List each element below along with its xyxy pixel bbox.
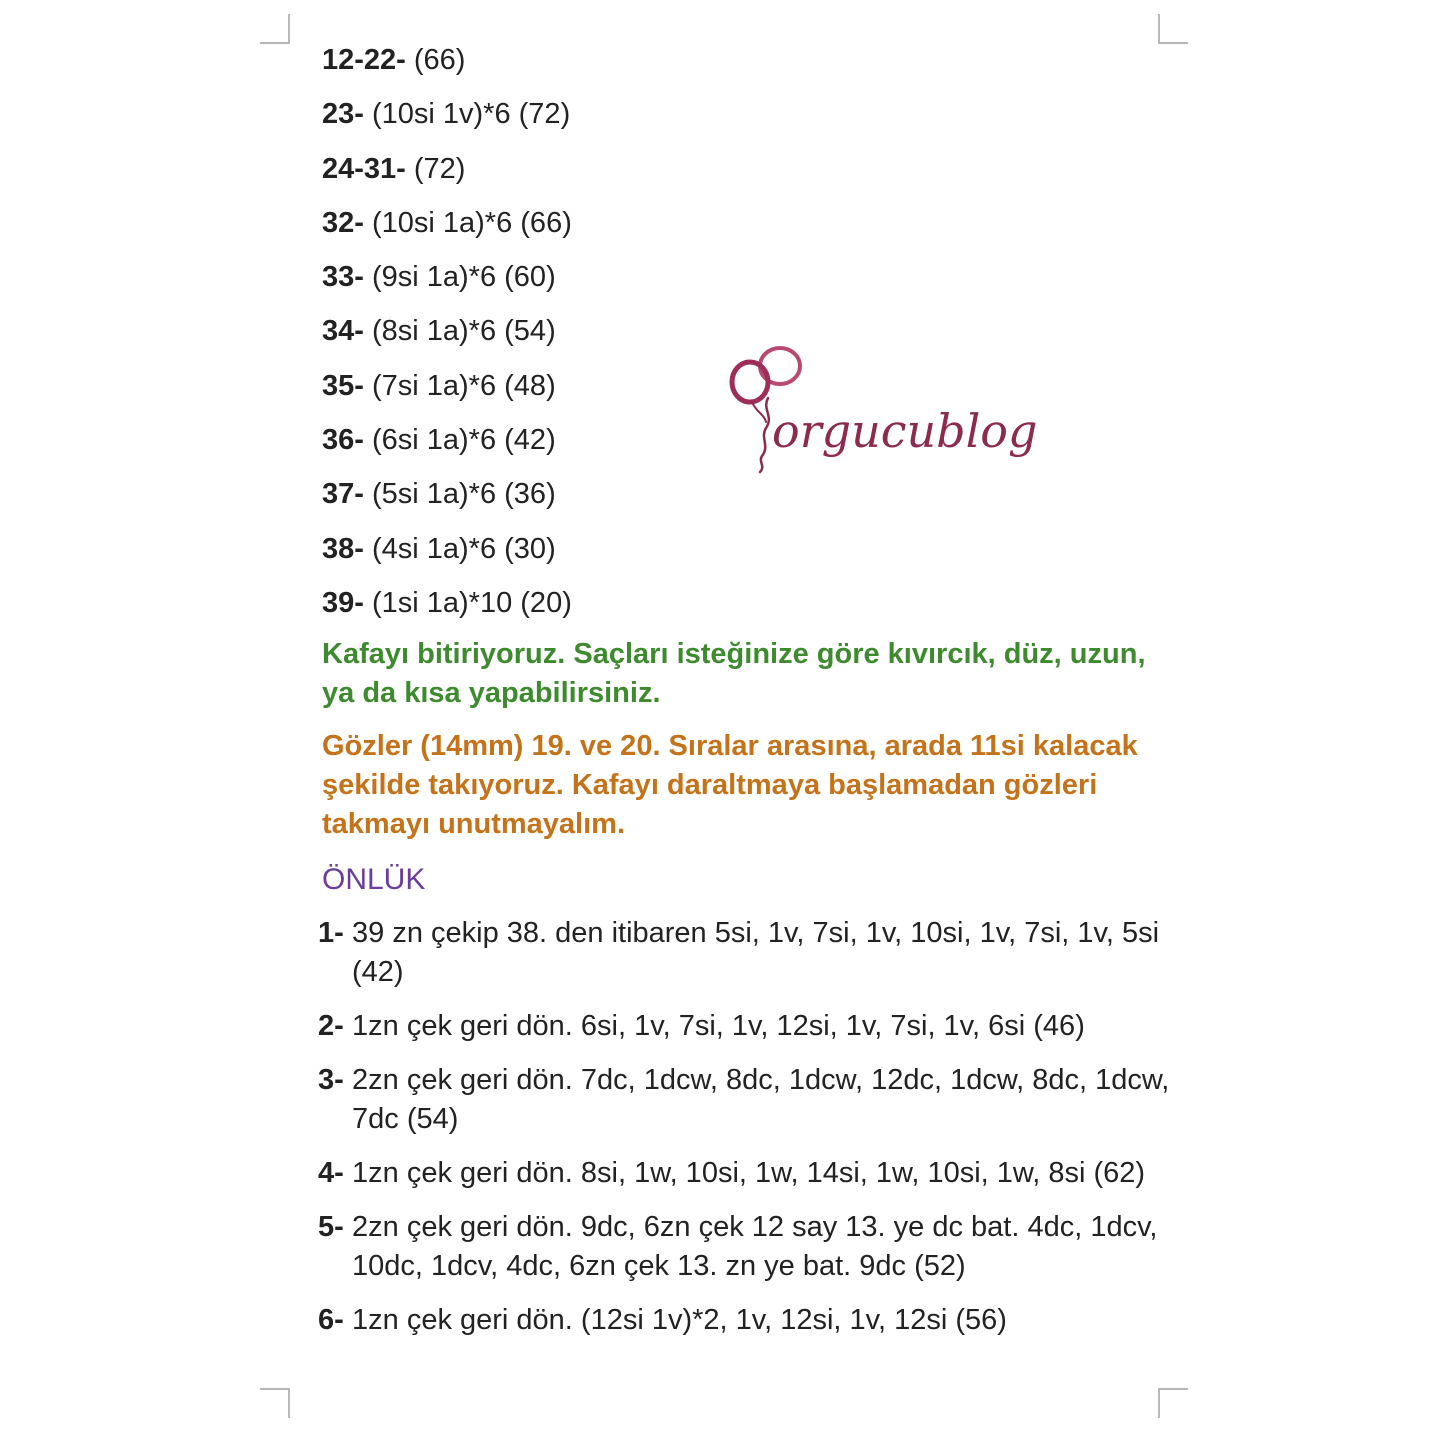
note-head-finish: Kafayı bitiriyoruz. Saçları isteğinize göre kıvırcık, düz, uzun, ya da kısa yapabilirsiniz. [322, 638, 1146, 710]
step-text: 39 zn çekip 38. den itibaren 5si, 1v, 7si, 1v, 10si, 1v, 7si, 1v, 5si (42) [352, 917, 1160, 989]
step-item [318, 1154, 1182, 1193]
pattern-row [322, 529, 1182, 583]
step-item [318, 1007, 1182, 1046]
row-number: 38- [322, 532, 364, 565]
note-eyes: Gözler (14mm) 19. ve 20. Sıralar arasına, arada 11si kalacak şekilde takıyoruz. Kafayı daraltmaya başlamadan gözleri takmayı unutmayalım. [322, 730, 1138, 841]
corner-mark-bottom-right [1158, 1388, 1188, 1418]
row-number: 12-22- [322, 44, 406, 76]
pattern-row [322, 583, 1182, 637]
row-number: 24-31- [322, 152, 406, 185]
pattern-row [322, 149, 1182, 203]
section-title-onluk: ÖNLÜK [322, 863, 426, 897]
step-number: 2- [318, 1010, 344, 1043]
row-text: (9si 1a)*6 (60) [363, 261, 556, 294]
row-number: 36- [322, 424, 364, 457]
corner-mark-top-left [260, 14, 290, 44]
row-text: (10si 1v)*6 (72) [363, 98, 571, 131]
row-text: (7si 1a)*6 (48) [363, 369, 556, 402]
step-item [318, 914, 1182, 992]
step-item [318, 1301, 1182, 1340]
step-number: 4- [318, 1157, 344, 1190]
pattern-row [322, 257, 1182, 311]
row-text: (1si 1a)*10 (20) [363, 586, 572, 619]
corner-mark-bottom-left [260, 1388, 290, 1418]
brand-logo [722, 338, 1038, 488]
step-text: 1zn çek geri dön. (12si 1v)*2, 1v, 12si, 1v, 12si (56) [352, 1304, 1007, 1337]
pattern-row [322, 203, 1182, 257]
row-text: (5si 1a)*6 (36) [363, 478, 556, 511]
row-text: (10si 1a)*6 (66) [363, 206, 572, 239]
row-text: (66) [405, 44, 466, 76]
step-number: 1- [318, 917, 344, 950]
row-text: (72) [405, 152, 466, 185]
row-number: 39- [322, 586, 364, 619]
step-text: 2zn çek geri dön. 7dc, 1dcw, 8dc, 1dcw, 12dc, 1dcw, 8dc, 1dcw, 7dc (54) [352, 1064, 1170, 1136]
row-text: (8si 1a)*6 (54) [363, 315, 556, 348]
step-number: 3- [318, 1064, 344, 1097]
row-number: 23- [322, 98, 364, 131]
page-content [318, 40, 1182, 1355]
row-number: 37- [322, 478, 364, 511]
row-text: (6si 1a)*6 (42) [363, 424, 556, 457]
row-number: 35- [322, 369, 364, 402]
row-number: 34- [322, 315, 364, 348]
step-text: 1zn çek geri dön. 8si, 1w, 10si, 1w, 14si, 1w, 10si, 1w, 8si (62) [352, 1157, 1146, 1190]
step-text: 1zn çek geri dön. 6si, 1v, 7si, 1v, 12si, 1v, 7si, 1v, 6si (46) [352, 1010, 1085, 1043]
apron-steps [318, 914, 1182, 1340]
pattern-row [322, 40, 1182, 94]
pattern-row [322, 94, 1182, 148]
row-text: (4si 1a)*6 (30) [363, 532, 556, 565]
row-number: 32- [322, 206, 364, 239]
step-number: 5- [318, 1211, 344, 1244]
step-item [318, 1061, 1182, 1139]
step-item [318, 1208, 1182, 1286]
step-number: 6- [318, 1304, 344, 1337]
logo-text: orgucublog [772, 404, 1038, 458]
step-text: 2zn çek geri dön. 9dc, 6zn çek 12 say 13. ye dc bat. 4dc, 1dcv, 10dc, 1dcv, 4dc, 6zn çek 13. zn ye bat. 9dc (52) [352, 1211, 1158, 1283]
row-number: 33- [322, 261, 364, 294]
